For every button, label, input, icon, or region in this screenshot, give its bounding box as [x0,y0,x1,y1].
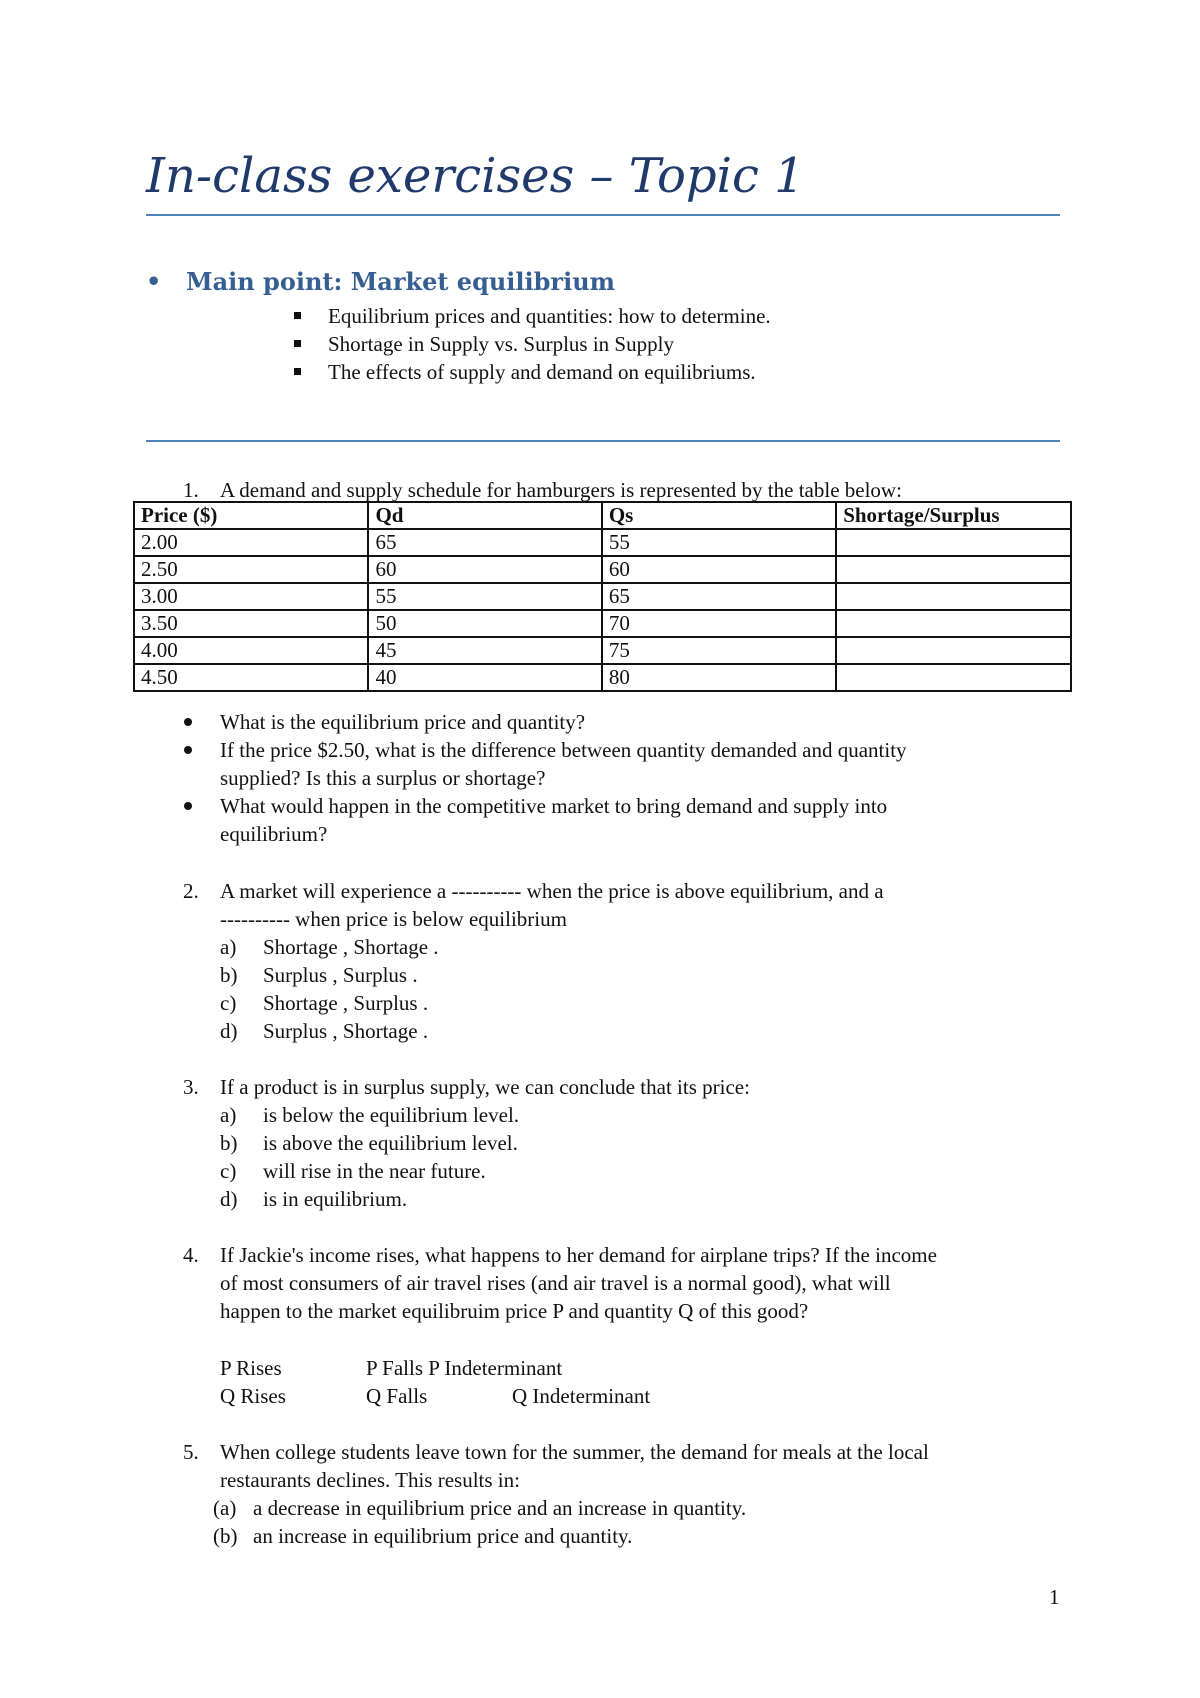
square-bullet-icon [294,340,301,347]
option-text: Shortage , Shortage . [263,935,439,959]
table-cell: 4.00 [134,637,368,664]
answer-q-falls: Q Falls [366,1384,428,1408]
table-cell [836,637,1071,664]
table-cell: 45 [368,637,601,664]
option-text: a decrease in equilibrium price and an increase in quantity. [253,1496,747,1520]
question-1c-line2: equilibrium? [220,822,328,846]
square-bullet-icon [294,312,301,319]
table-cell: 3.50 [134,610,368,637]
page-number: 1 [1049,1585,1060,1609]
question-2-line2: ---------- when price is below equilibrium [220,907,567,931]
table-cell [836,664,1071,691]
option-letter: a) [220,1103,237,1127]
question-1c-line1: What would happen in the competitive market to bring demand and supply into [220,794,888,818]
table-cell: 2.50 [134,556,368,583]
table-cell [836,583,1071,610]
table-cell: 55 [368,583,601,610]
table-cell [836,529,1071,556]
table-cell: 55 [602,529,836,556]
question-5-line2: restaurants declines. This results in: [220,1468,520,1492]
answer-q-indeterminant: Q Indeterminant [512,1384,651,1408]
main-point-label: Main point: Market equilibrium [186,267,616,296]
question-number: 1. [183,478,199,502]
schedule-table [133,501,1072,692]
option-text: is below the equilibrium level. [263,1103,520,1127]
question-number: 5. [183,1440,199,1464]
answer-p-rises: P Rises [220,1356,282,1380]
answer-p-falls: P Falls P Indeterminant [366,1356,563,1380]
question-4-line1: If Jackie's income rises, what happens to her demand for airplane trips? If the income [220,1243,937,1267]
section-divider [146,440,1060,442]
question-number: 2. [183,879,199,903]
column-header: Price ($) [134,502,368,529]
option-letter: c) [220,991,237,1015]
main-point-list [290,302,771,386]
question-1a: What is the equilibrium price and quantity? [220,710,586,734]
column-header: Shortage/Surplus [836,502,1071,529]
option-text: will rise in the near future. [263,1159,486,1183]
table-cell [836,556,1071,583]
bullet-dot-icon [184,746,192,754]
page-title: In-class exercises – Topic 1 [146,148,805,204]
table-row [134,664,1071,691]
table-cell: 4.50 [134,664,368,691]
question-3-text: If a product is in surplus supply, we can conclude that its price: [220,1075,750,1099]
table-cell: 3.00 [134,583,368,610]
option-text: is above the equilibrium level. [263,1131,518,1155]
table-cell: 60 [368,556,601,583]
option-letter: (b) [213,1524,238,1548]
list-item: Shortage in Supply vs. Surplus in Supply [290,330,771,358]
question-5-line1: When college students leave town for the summer, the demand for meals at the local [220,1440,929,1464]
question-2-line1: A market will experience a ---------- when the price is above equilibrium, and a [220,879,884,903]
question-1-text: A demand and supply schedule for hamburgers is represented by the table below: [220,478,902,502]
question-1b-line1: If the price $2.50, what is the difference between quantity demanded and quantity [220,738,907,762]
list-item: The effects of supply and demand on equilibriums. [290,358,771,386]
column-header: Qd [368,502,601,529]
option-letter: b) [220,963,238,987]
column-header: Qs [602,502,836,529]
option-text: an increase in equilibrium price and quantity. [253,1524,633,1548]
bullet-icon: • [146,267,162,296]
question-4-line3: happen to the market equilibruim price P and quantity Q of this good? [220,1299,809,1323]
answer-q-rises: Q Rises [220,1384,286,1408]
square-bullet-icon [294,368,301,375]
main-point-heading [146,267,615,296]
table-cell: 2.00 [134,529,368,556]
option-letter: d) [220,1019,238,1043]
table-cell: 50 [368,610,601,637]
option-text: Surplus , Shortage . [263,1019,429,1043]
option-text: is in equilibrium. [263,1187,408,1211]
table-header-row [134,502,1071,529]
bullet-dot-icon [184,718,192,726]
question-number: 4. [183,1243,199,1267]
list-item: Equilibrium prices and quantities: how to determine. [290,302,771,330]
option-letter: (a) [213,1496,237,1520]
table-cell [836,610,1071,637]
table-row [134,583,1071,610]
table-cell: 60 [602,556,836,583]
question-4-line2: of most consumers of air travel rises (and air travel is a normal good), what will [220,1271,891,1295]
table-cell: 65 [368,529,601,556]
table-cell: 70 [602,610,836,637]
table-cell: 80 [602,664,836,691]
option-letter: d) [220,1187,238,1211]
question-1b-line2: supplied? Is this a surplus or shortage? [220,766,546,790]
table-cell: 40 [368,664,601,691]
title-underline [146,214,1060,216]
question-number: 3. [183,1075,199,1099]
option-letter: b) [220,1131,238,1155]
table-cell: 75 [602,637,836,664]
option-text: Shortage , Surplus . [263,991,429,1015]
table-row [134,529,1071,556]
table-row [134,610,1071,637]
table-row [134,637,1071,664]
bullet-dot-icon [184,802,192,810]
table-cell: 65 [602,583,836,610]
option-letter: c) [220,1159,237,1183]
option-letter: a) [220,935,237,959]
option-text: Surplus , Surplus . [263,963,418,987]
table-row [134,556,1071,583]
